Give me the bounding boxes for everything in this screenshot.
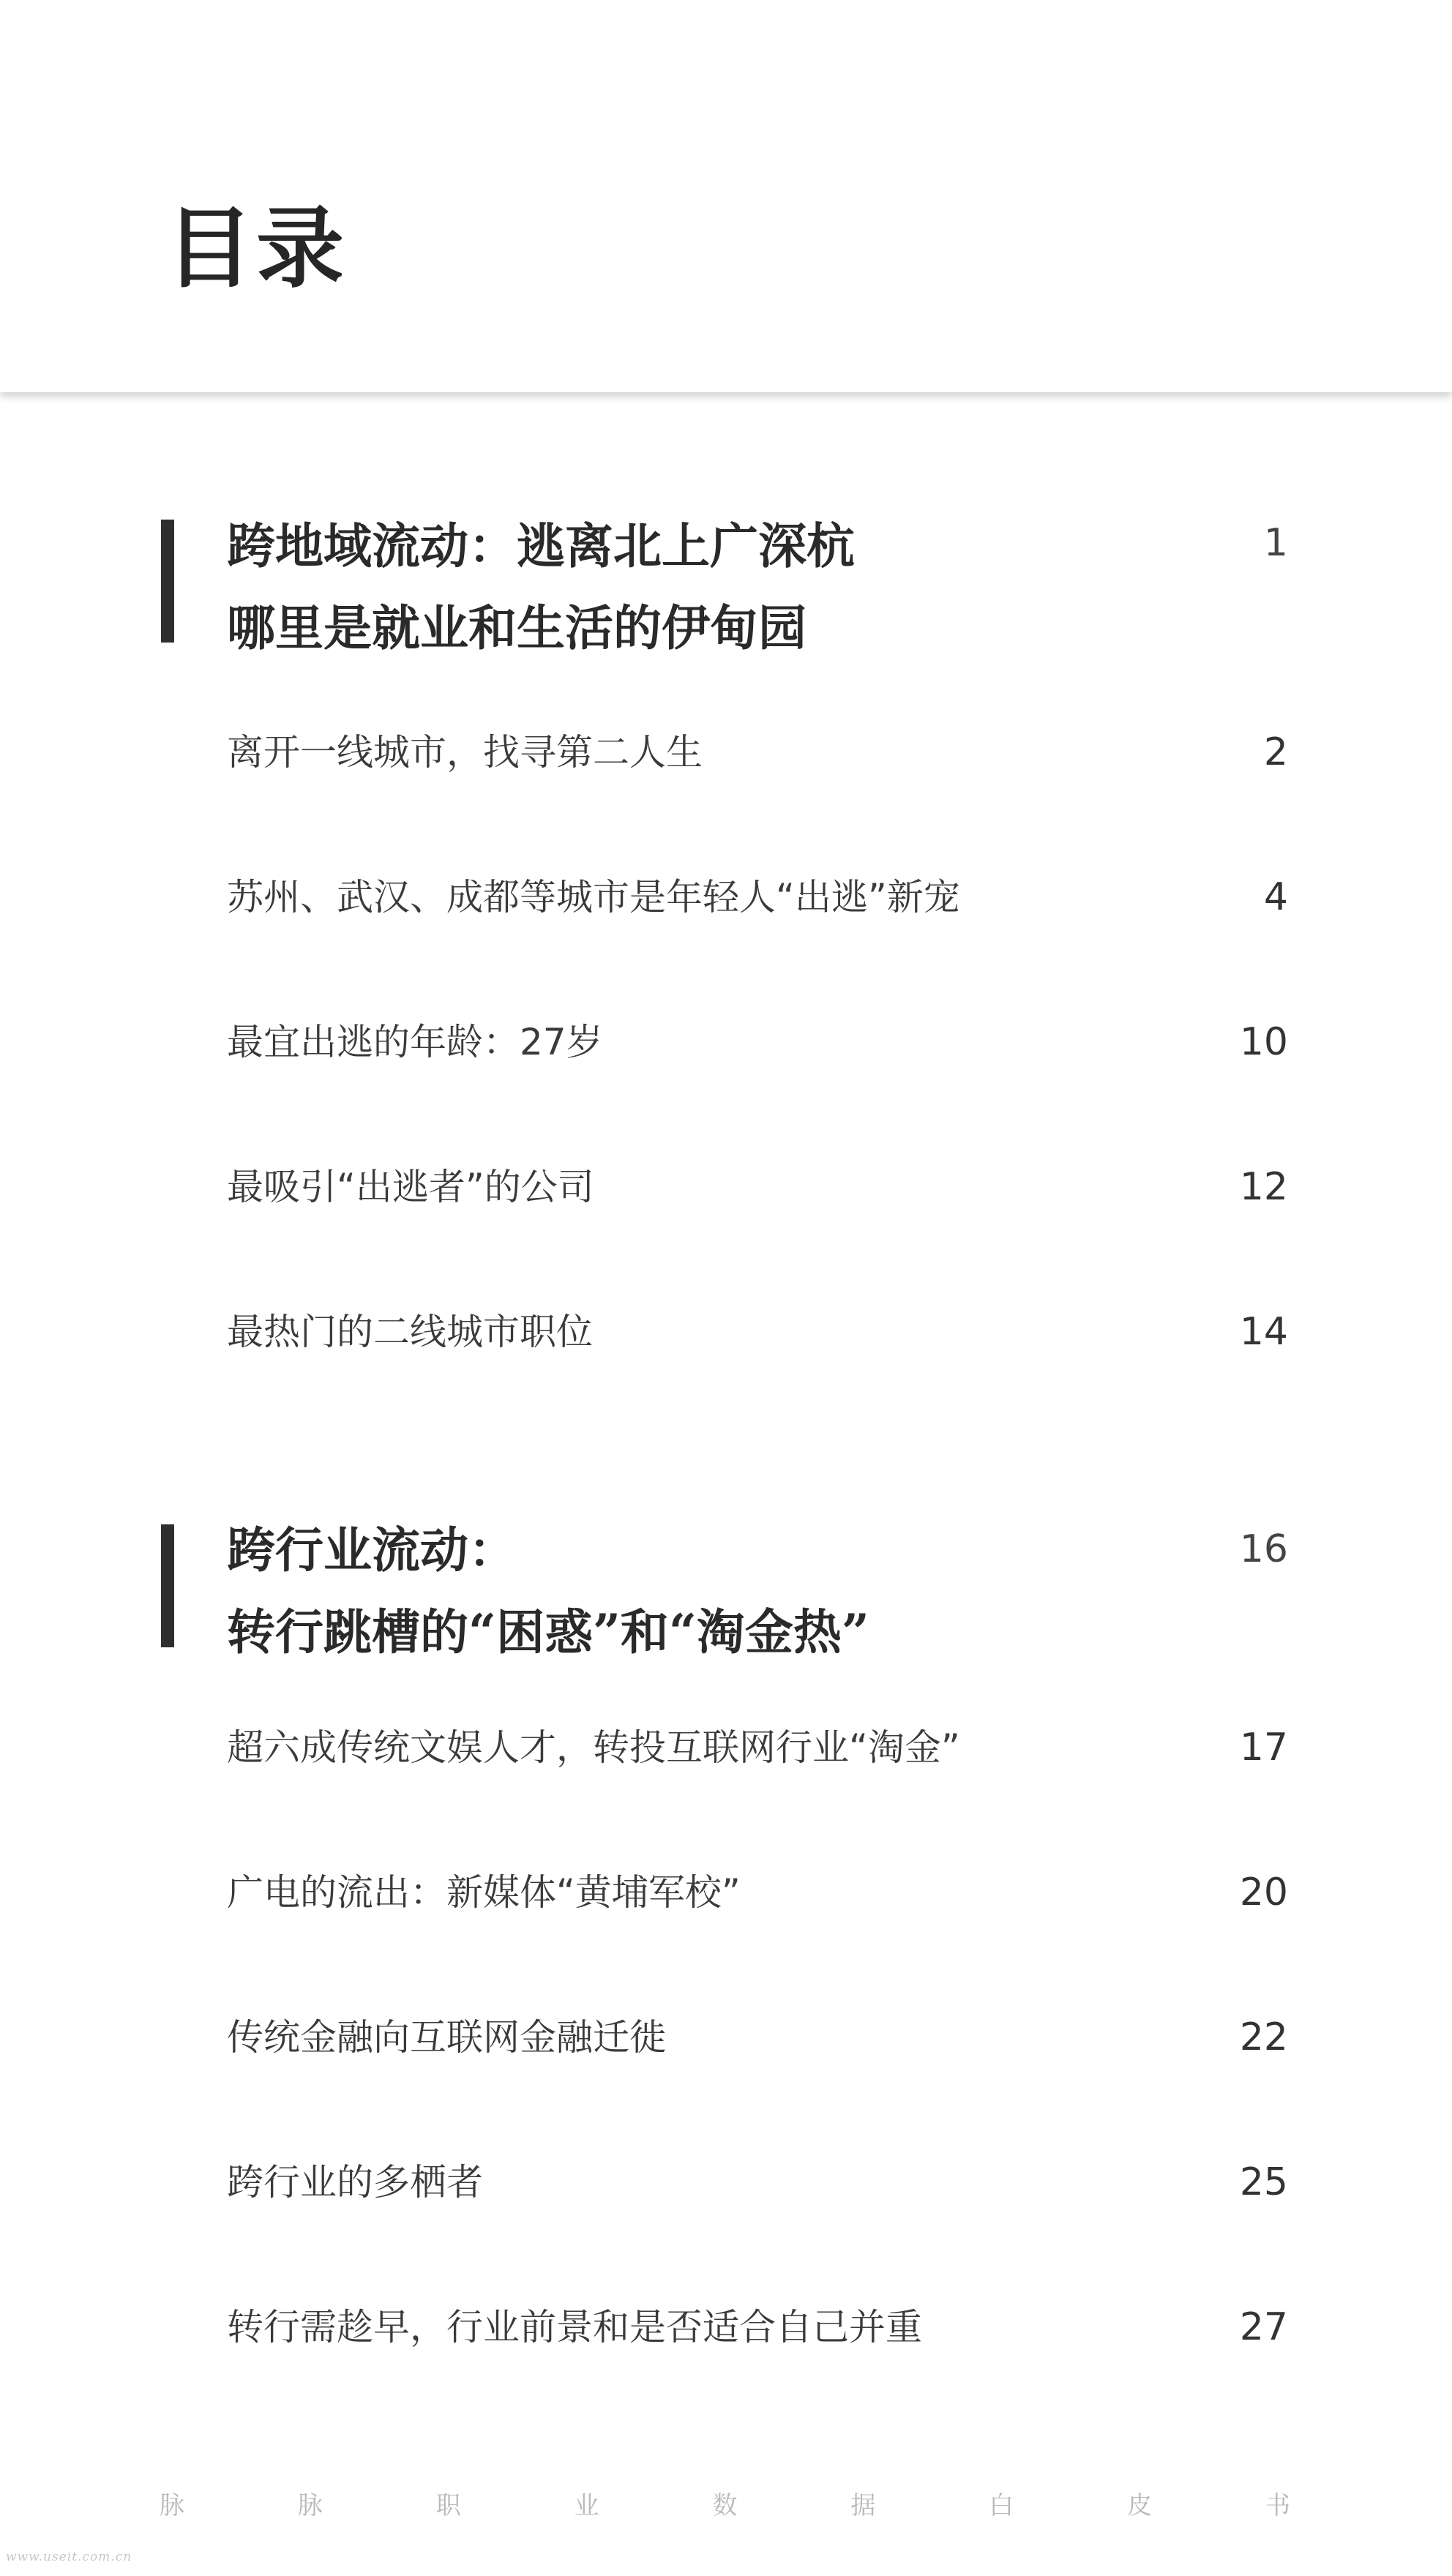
footer-char: 脉 — [297, 2491, 323, 2520]
footer-char: 脉 — [160, 2491, 184, 2520]
toc-entry-page-number: 27 — [1239, 2305, 1288, 2349]
toc-entry-title: 超六成传统文娱人才，转投互联网行业“淘金” — [227, 1726, 960, 1769]
toc-entry-page-number: 14 — [1239, 1310, 1288, 1354]
footer-char: 书 — [1265, 2491, 1290, 2520]
section-marker-bar — [161, 520, 174, 643]
footer-series-name — [160, 2484, 1290, 2528]
footer-char: 据 — [850, 2491, 876, 2520]
toc-entry[interactable] — [0, 2153, 1452, 2212]
footer-char: 职 — [435, 2491, 461, 2520]
toc-entry-page-number: 20 — [1239, 1871, 1288, 1914]
toc-entry-title: 跨行业的多栖者 — [227, 2161, 483, 2204]
toc-entry-page-number: 17 — [1239, 1726, 1288, 1770]
toc-entry-title: 广电的流出：新媒体“黄埔军校” — [227, 1871, 741, 1914]
toc-entry[interactable] — [0, 1013, 1452, 1071]
toc-entry-page-number: 10 — [1239, 1020, 1288, 1064]
section-marker-bar — [161, 1524, 174, 1647]
toc-entry[interactable] — [0, 2298, 1452, 2356]
footer-char: 白 — [989, 2491, 1014, 2520]
footer-char: 业 — [574, 2491, 599, 2520]
section-title[interactable] — [227, 1509, 869, 1673]
footer-char: 皮 — [1127, 2491, 1153, 2520]
toc-entry-page-number: 12 — [1239, 1165, 1288, 1209]
section-page-number: 16 — [1239, 1527, 1288, 1571]
section-title[interactable] — [227, 505, 855, 669]
page-title: 目录 — [165, 197, 347, 300]
toc-entry-page-number: 2 — [1263, 730, 1288, 774]
toc-entry[interactable] — [0, 868, 1452, 926]
toc-entry-title: 传统金融向互联网金融迁徙 — [227, 2016, 666, 2059]
toc-entry-title: 离开一线城市，找寻第二人生 — [227, 731, 703, 774]
section-title-line: 跨地域流动：逃离北上广深杭 — [227, 517, 855, 574]
toc-entry-title: 最热门的二线城市职位 — [227, 1311, 593, 1353]
toc-entry-title: 转行需趁早，行业前景和是否适合自己并重 — [227, 2306, 922, 2348]
toc-entry-page-number: 25 — [1239, 2160, 1288, 2204]
section-title-line: 哪里是就业和生活的伊甸园 — [227, 599, 807, 656]
toc-entry[interactable] — [0, 723, 1452, 782]
toc-entry-page-number: 22 — [1239, 2015, 1288, 2059]
toc-entry-title: 最宜出逃的年龄：27岁 — [227, 1021, 603, 1063]
toc-entry[interactable] — [0, 1158, 1452, 1216]
toc-entry-title: 最吸引“出逃者”的公司 — [227, 1166, 594, 1208]
section-title-line: 转行跳槽的“困惑”和“淘金热” — [227, 1603, 869, 1660]
section-title-line: 跨行业流动： — [227, 1521, 517, 1579]
toc-entry[interactable] — [0, 1863, 1452, 1922]
section-page-number: 1 — [1263, 521, 1288, 565]
toc-entry[interactable] — [0, 1303, 1452, 1361]
watermark: www.useit.com.cn — [6, 2550, 132, 2564]
footer-char: 数 — [712, 2491, 738, 2520]
toc-entry-page-number: 4 — [1263, 875, 1288, 919]
toc-entry[interactable] — [0, 1718, 1452, 1777]
header — [0, 0, 1452, 392]
toc-entry-title: 苏州、武汉、成都等城市是年轻人“出逃”新宠 — [227, 876, 960, 918]
toc-entry[interactable] — [0, 2008, 1452, 2067]
